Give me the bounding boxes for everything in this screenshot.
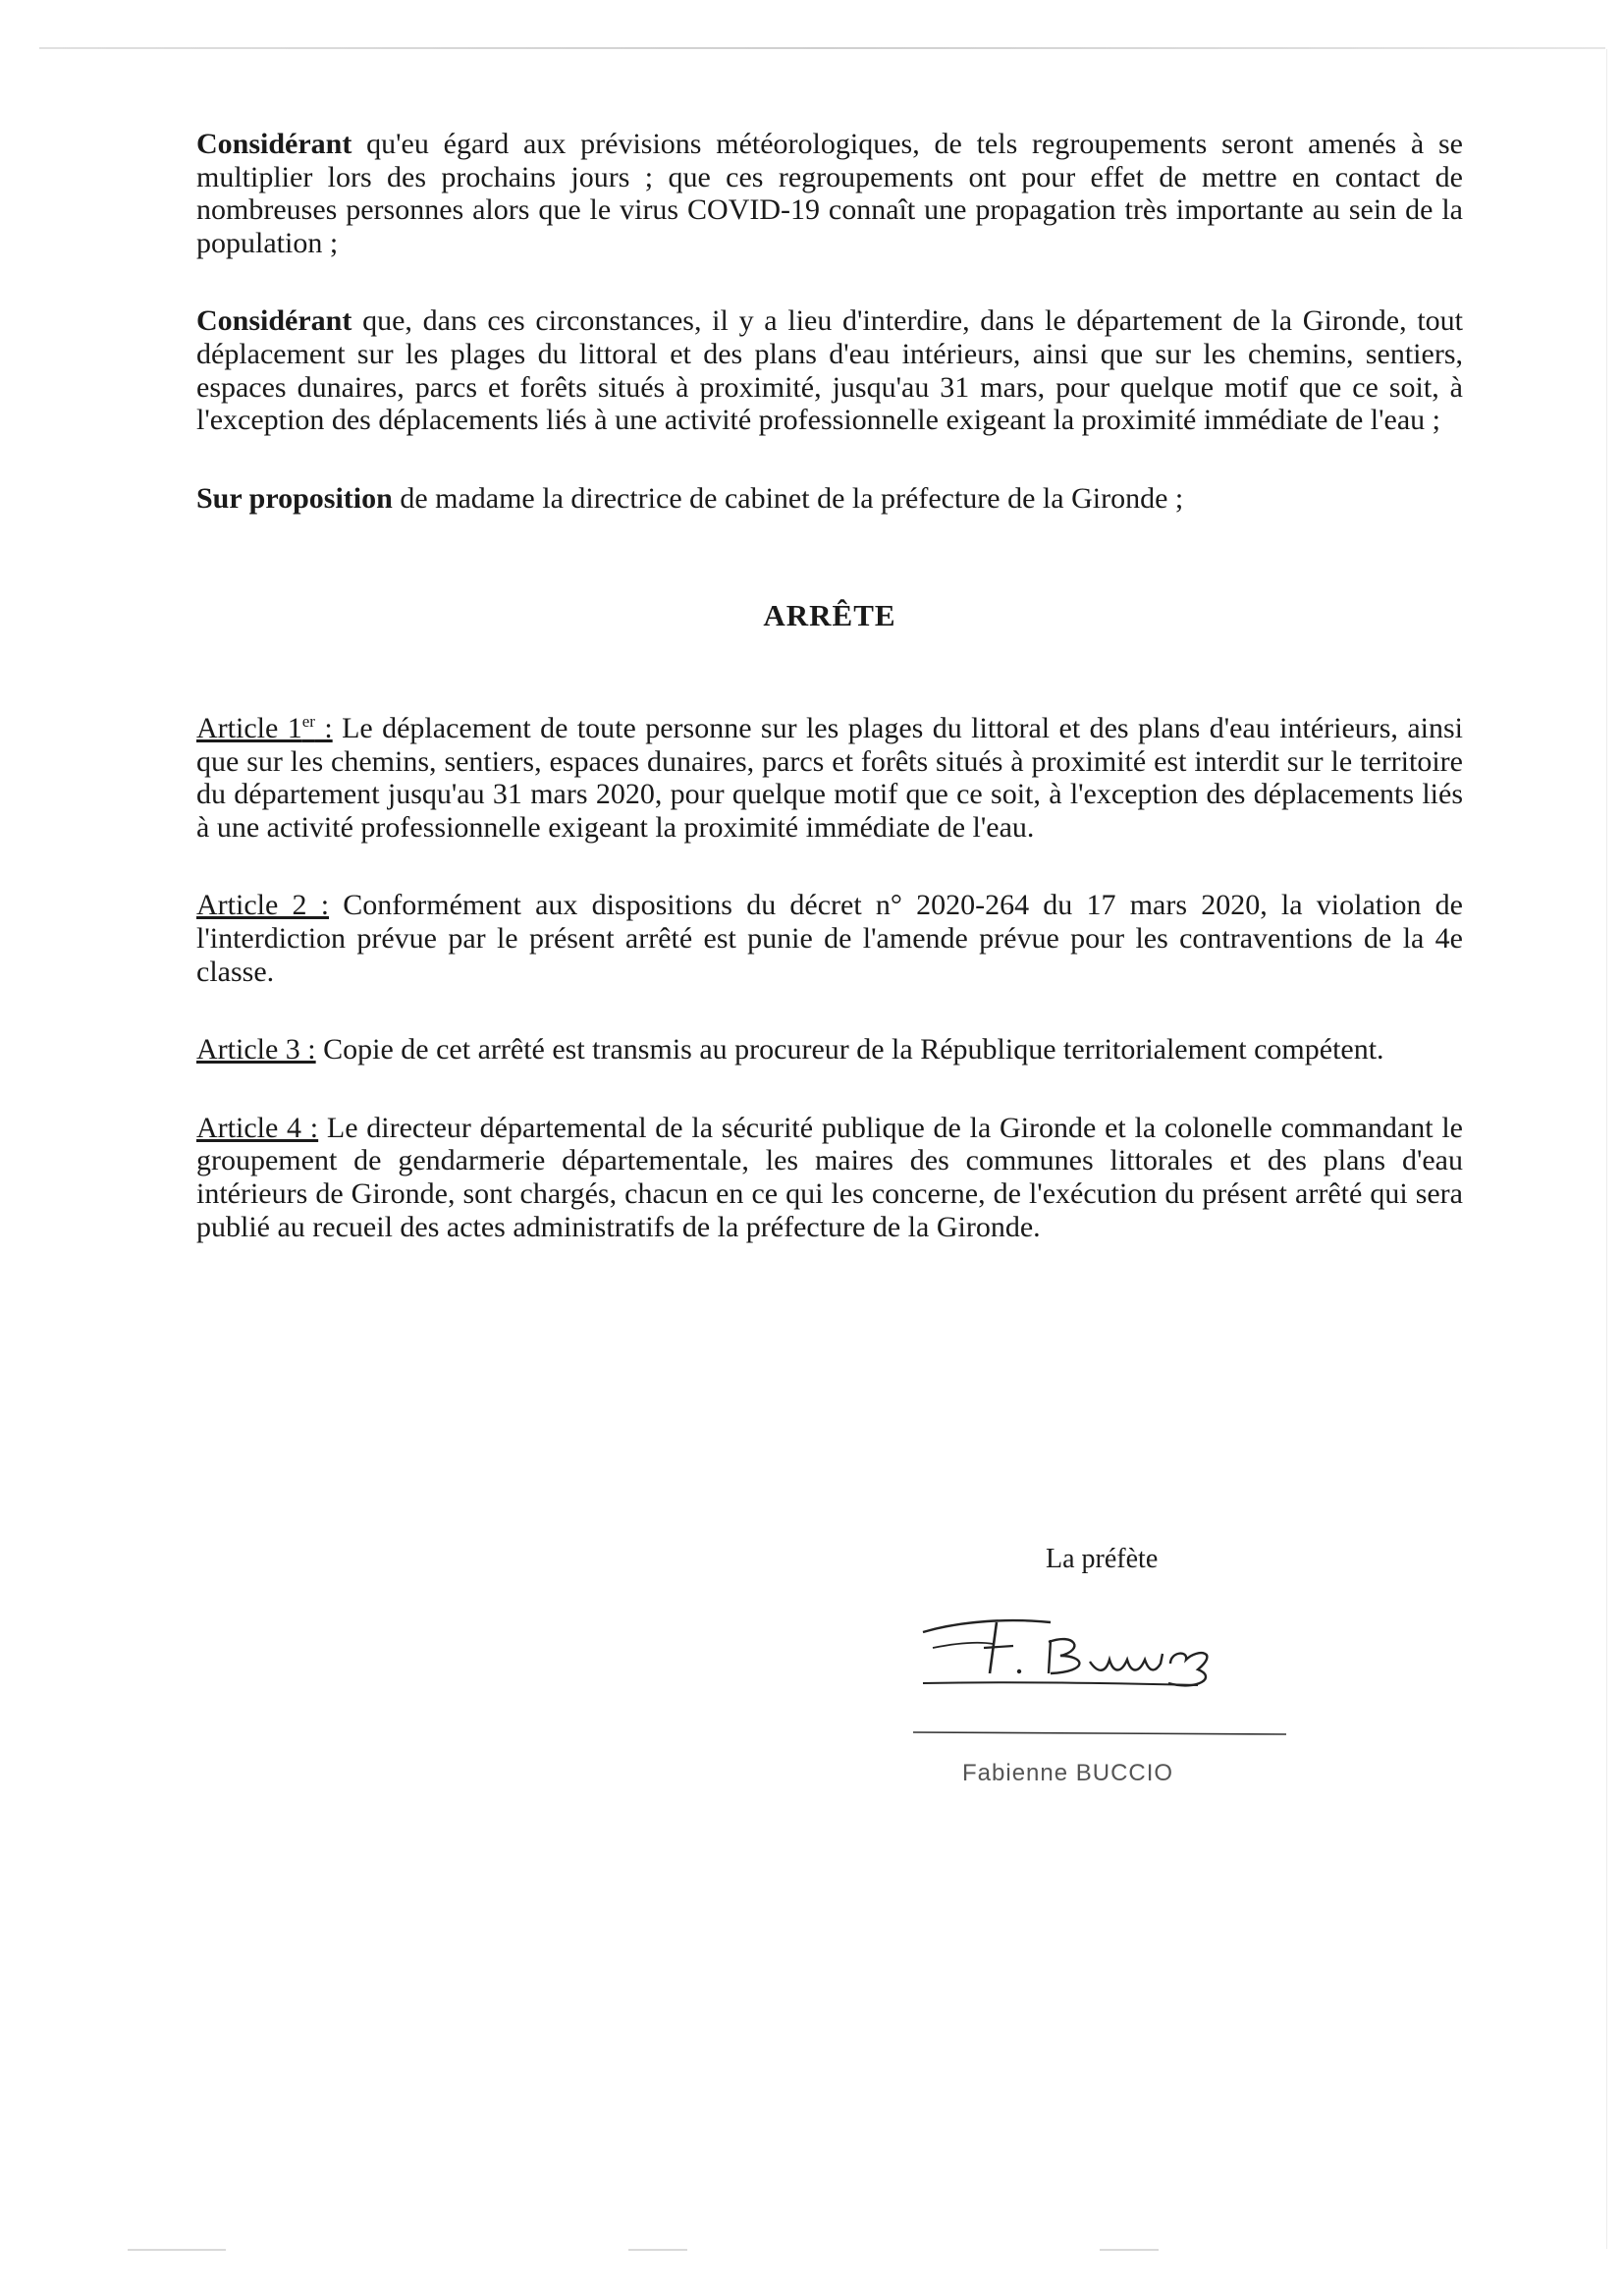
article-3: [196, 1033, 1463, 1066]
paragraph-lead: Sur proposition: [196, 481, 393, 515]
paragraph-text: qu'eu égard aux prévisions météorologiques, de tels regroupements seront amenés à se multiplier lors des prochains jours ; que ces regroupements ont pour effet de mettre en contact de nombreuses personnes alors que le virus COVID-19 connaît une propagation très importante au sein de la population ;: [196, 128, 1463, 259]
paragraph-text: de madame la directrice de cabinet de la préfecture de la Gironde ;: [392, 481, 1184, 515]
scan-bottom-mark: [1100, 2249, 1159, 2251]
decree-title: ARRÊTE: [763, 598, 896, 633]
article-text: Le directeur départemental de la sécurité publique de la Gironde et la colonelle commandant le groupement de gendarmerie départementale, les maires des communes littorales et des plans d'eau intérieurs de Gironde, sont chargés, chacun en ce qui les concerne, de l'exécution du présent arrêté qui sera publié au recueil des actes administratifs de la préfecture de la Gironde.: [196, 1111, 1463, 1243]
paragraph-text: que, dans ces circonstances, il y a lieu d'interdire, dans le département de la Gironde, tout déplacement sur les plages du littoral et des plans d'eau intérieurs, ainsi que sur les chemins, sentiers, espaces dunaires, parcs et forêts situés à proximité, jusqu'au 31 mars, pour quelque motif que ce soit, à l'exception des déplacements liés à une activité professionnelle exigeant la proximité immédiate de l'eau ;: [196, 304, 1463, 437]
signatory-title: La préfète: [1046, 1544, 1159, 1574]
signatory-name: Fabienne BUCCIO: [962, 1760, 1174, 1786]
article-text: Conformément aux dispositions du décret n° 2020-264 du 17 mars 2020, la violation de l'interdiction prévue par le présent arrêté est punie de l'amende prévue pour les contraventions de la 4e classe.: [196, 889, 1463, 988]
scan-right-edge: [1606, 49, 1607, 2249]
paragraph-considerant-2: [196, 304, 1463, 436]
paragraph-lead: Considérant: [196, 128, 352, 160]
article-text: Le déplacement de toute personne sur les plages du littoral et des plans d'eau intérieurs, ainsi que sur les chemins, sentiers, espaces dunaires, parcs et forêts situés à proximité est interdit sur le territoire du département jusqu'au 31 mars 2020, pour quelque motif que ce soit, à l'exception des déplacements liés à une activité professionnelle exigeant la proximité immédiate de l'eau.: [196, 712, 1464, 844]
article-2: [196, 889, 1463, 988]
handwritten-signature: [903, 1613, 1296, 1750]
document-body: [196, 128, 1463, 1288]
article-label: Article 3 :: [196, 1033, 316, 1066]
paragraph-proposition: [196, 482, 1463, 516]
scan-bottom-mark: [628, 2249, 687, 2251]
article-label: Article 4 :: [196, 1111, 319, 1144]
article-4: [196, 1112, 1463, 1243]
article-1: [196, 712, 1463, 844]
article-label: Article 2 :: [196, 889, 330, 922]
paragraph-considerant-1: [196, 128, 1463, 259]
scan-bottom-mark: [128, 2249, 226, 2251]
scan-top-rule: [39, 47, 1605, 49]
article-text: Copie de cet arrêté est transmis au procureur de la République territorialement compétent.: [315, 1033, 1384, 1066]
article-label: Article 1er :: [196, 712, 333, 745]
paragraph-lead: Considérant: [196, 304, 352, 338]
